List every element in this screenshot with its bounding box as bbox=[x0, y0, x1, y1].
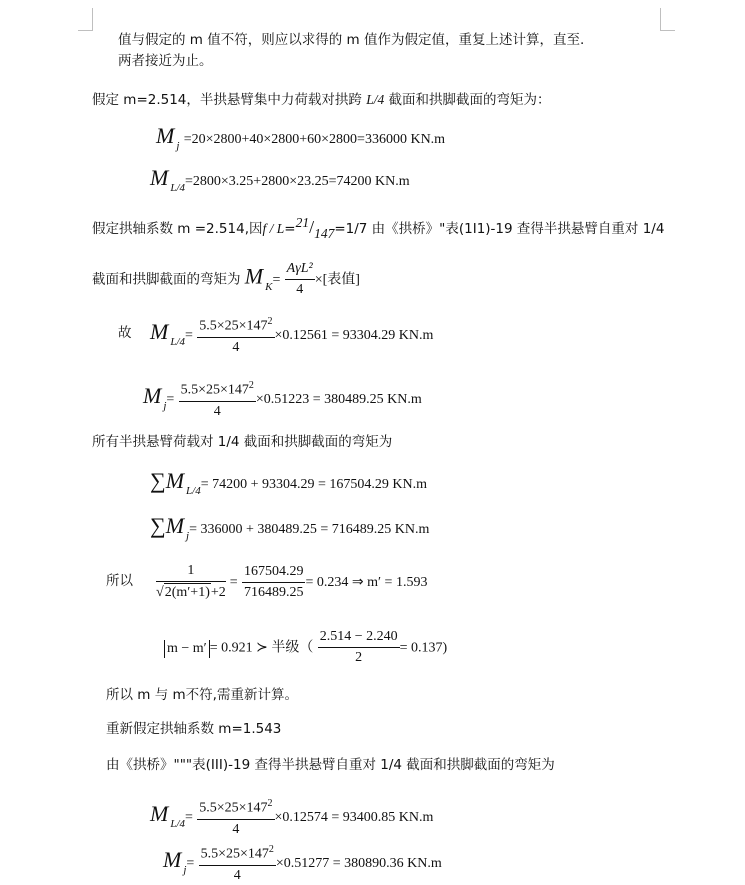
fraction: $\frac{5.5\times 25\times 147^2}{4}$ bbox=[197, 313, 274, 357]
paragraph-line: 值与假定的 m 值不符，则应以求得的 m 值作为假定值，重复上述计算，直至. bbox=[118, 32, 585, 48]
paragraph-line: 所以 m 与 m不符,需重新计算。 bbox=[106, 687, 298, 703]
equation-ml4-new: M $_{L/4}$= $\frac{5.5\times 25\times 147^2}{4}$ ×0.12574 = 93400.85 KN.m bbox=[150, 795, 433, 839]
paragraph-line: 假定拱轴系数 m =2.514,因f / L=21/147=1/7 由《拱桥》"表(1I1)-19 查得半拱悬臂自重对 1/4 bbox=[92, 215, 665, 241]
equation-ml4: M $_{L/4}$=2800×3.25+2800×23.25=74200 KN.m bbox=[150, 165, 410, 194]
paragraph-line: 截面和拱脚截面的弯矩为 M $_K$= $\frac{\text{AγL²}}{4}$ ×[表值] bbox=[92, 261, 360, 297]
fraction: $\frac{1}{√2(m'+1)+2}$ bbox=[156, 563, 226, 600]
fraction: $\frac{5.5\times 25\times 147^2}{4}$ bbox=[199, 841, 276, 885]
fraction: $\frac{5.5\times 25\times 147^2}{4}$ bbox=[197, 795, 274, 839]
label-suoyi: 所以 bbox=[106, 573, 133, 589]
fraction: $\frac{5.5\times 25\times 147^2}{4}$ bbox=[179, 377, 256, 421]
equation-mj: M $_j$ =20×2800+40×2800+60×2800=336000 KN.m bbox=[156, 123, 446, 152]
equation-ml4-weight: M $_{L/4}$= $\frac{5.5\times 25\times 147^2}{4}$ ×0.12561 = 93304.29 KN.m bbox=[150, 313, 433, 357]
paragraph-line: 所有半拱悬臂荷载对 1/4 截面和拱脚截面的弯矩为 bbox=[92, 434, 393, 450]
fraction: $\frac{\text{AγL²}}{4}$ bbox=[286, 261, 313, 297]
margin-corner-top-left bbox=[78, 8, 93, 31]
paragraph-line: 假定 m=2.514，半拱悬臂集中力荷载对拱跨 L/4 截面和拱脚截面的弯矩为： bbox=[92, 92, 551, 108]
equation-ratio: $\frac{1}{√2(m'+1)+2}$ = $\frac{167504.29}{716489.25}$ = 0.234 ⇒ m′ = 1.593 bbox=[156, 563, 428, 600]
paragraph-line: 由《拱桥》"""表(III)-19 查得半拱悬臂自重对 1/4 截面和拱脚截面的弯矩为 bbox=[106, 757, 555, 773]
equation-mj-weight: M $_j$= $\frac{5.5\times 25\times 147^2}{4}$ ×0.51223 = 380489.25 KN.m bbox=[143, 377, 422, 421]
equation-sum-ml4: ∑M $_{L/4}$= 74200 + 93304.29 = 167504.29 KN.m bbox=[150, 468, 427, 497]
paragraph-line: 重新假定拱轴系数 m=1.543 bbox=[106, 721, 282, 737]
fraction: $\frac{2.514 - 2.240}{2}$ bbox=[319, 629, 398, 665]
margin-corner-top-right bbox=[660, 8, 675, 31]
fraction: $\frac{167504.29}{716489.25}$ bbox=[243, 563, 304, 600]
label-gu: 故 bbox=[118, 325, 132, 341]
equation-diff: m − m′ = 0.921 ≻ 半级（ $\frac{2.514 - 2.240}{2}$ = 0.137) bbox=[164, 628, 447, 667]
equation-sum-mj: ∑M $_j$= 336000 + 380489.25 = 716489.25 KN.m bbox=[150, 513, 430, 542]
paragraph-line: 两者接近为止。 bbox=[118, 53, 213, 69]
equation-mj-new: M $_j$= $\frac{5.5\times 25\times 147^2}{4}$ ×0.51277 = 380890.36 KN.m bbox=[163, 841, 442, 885]
